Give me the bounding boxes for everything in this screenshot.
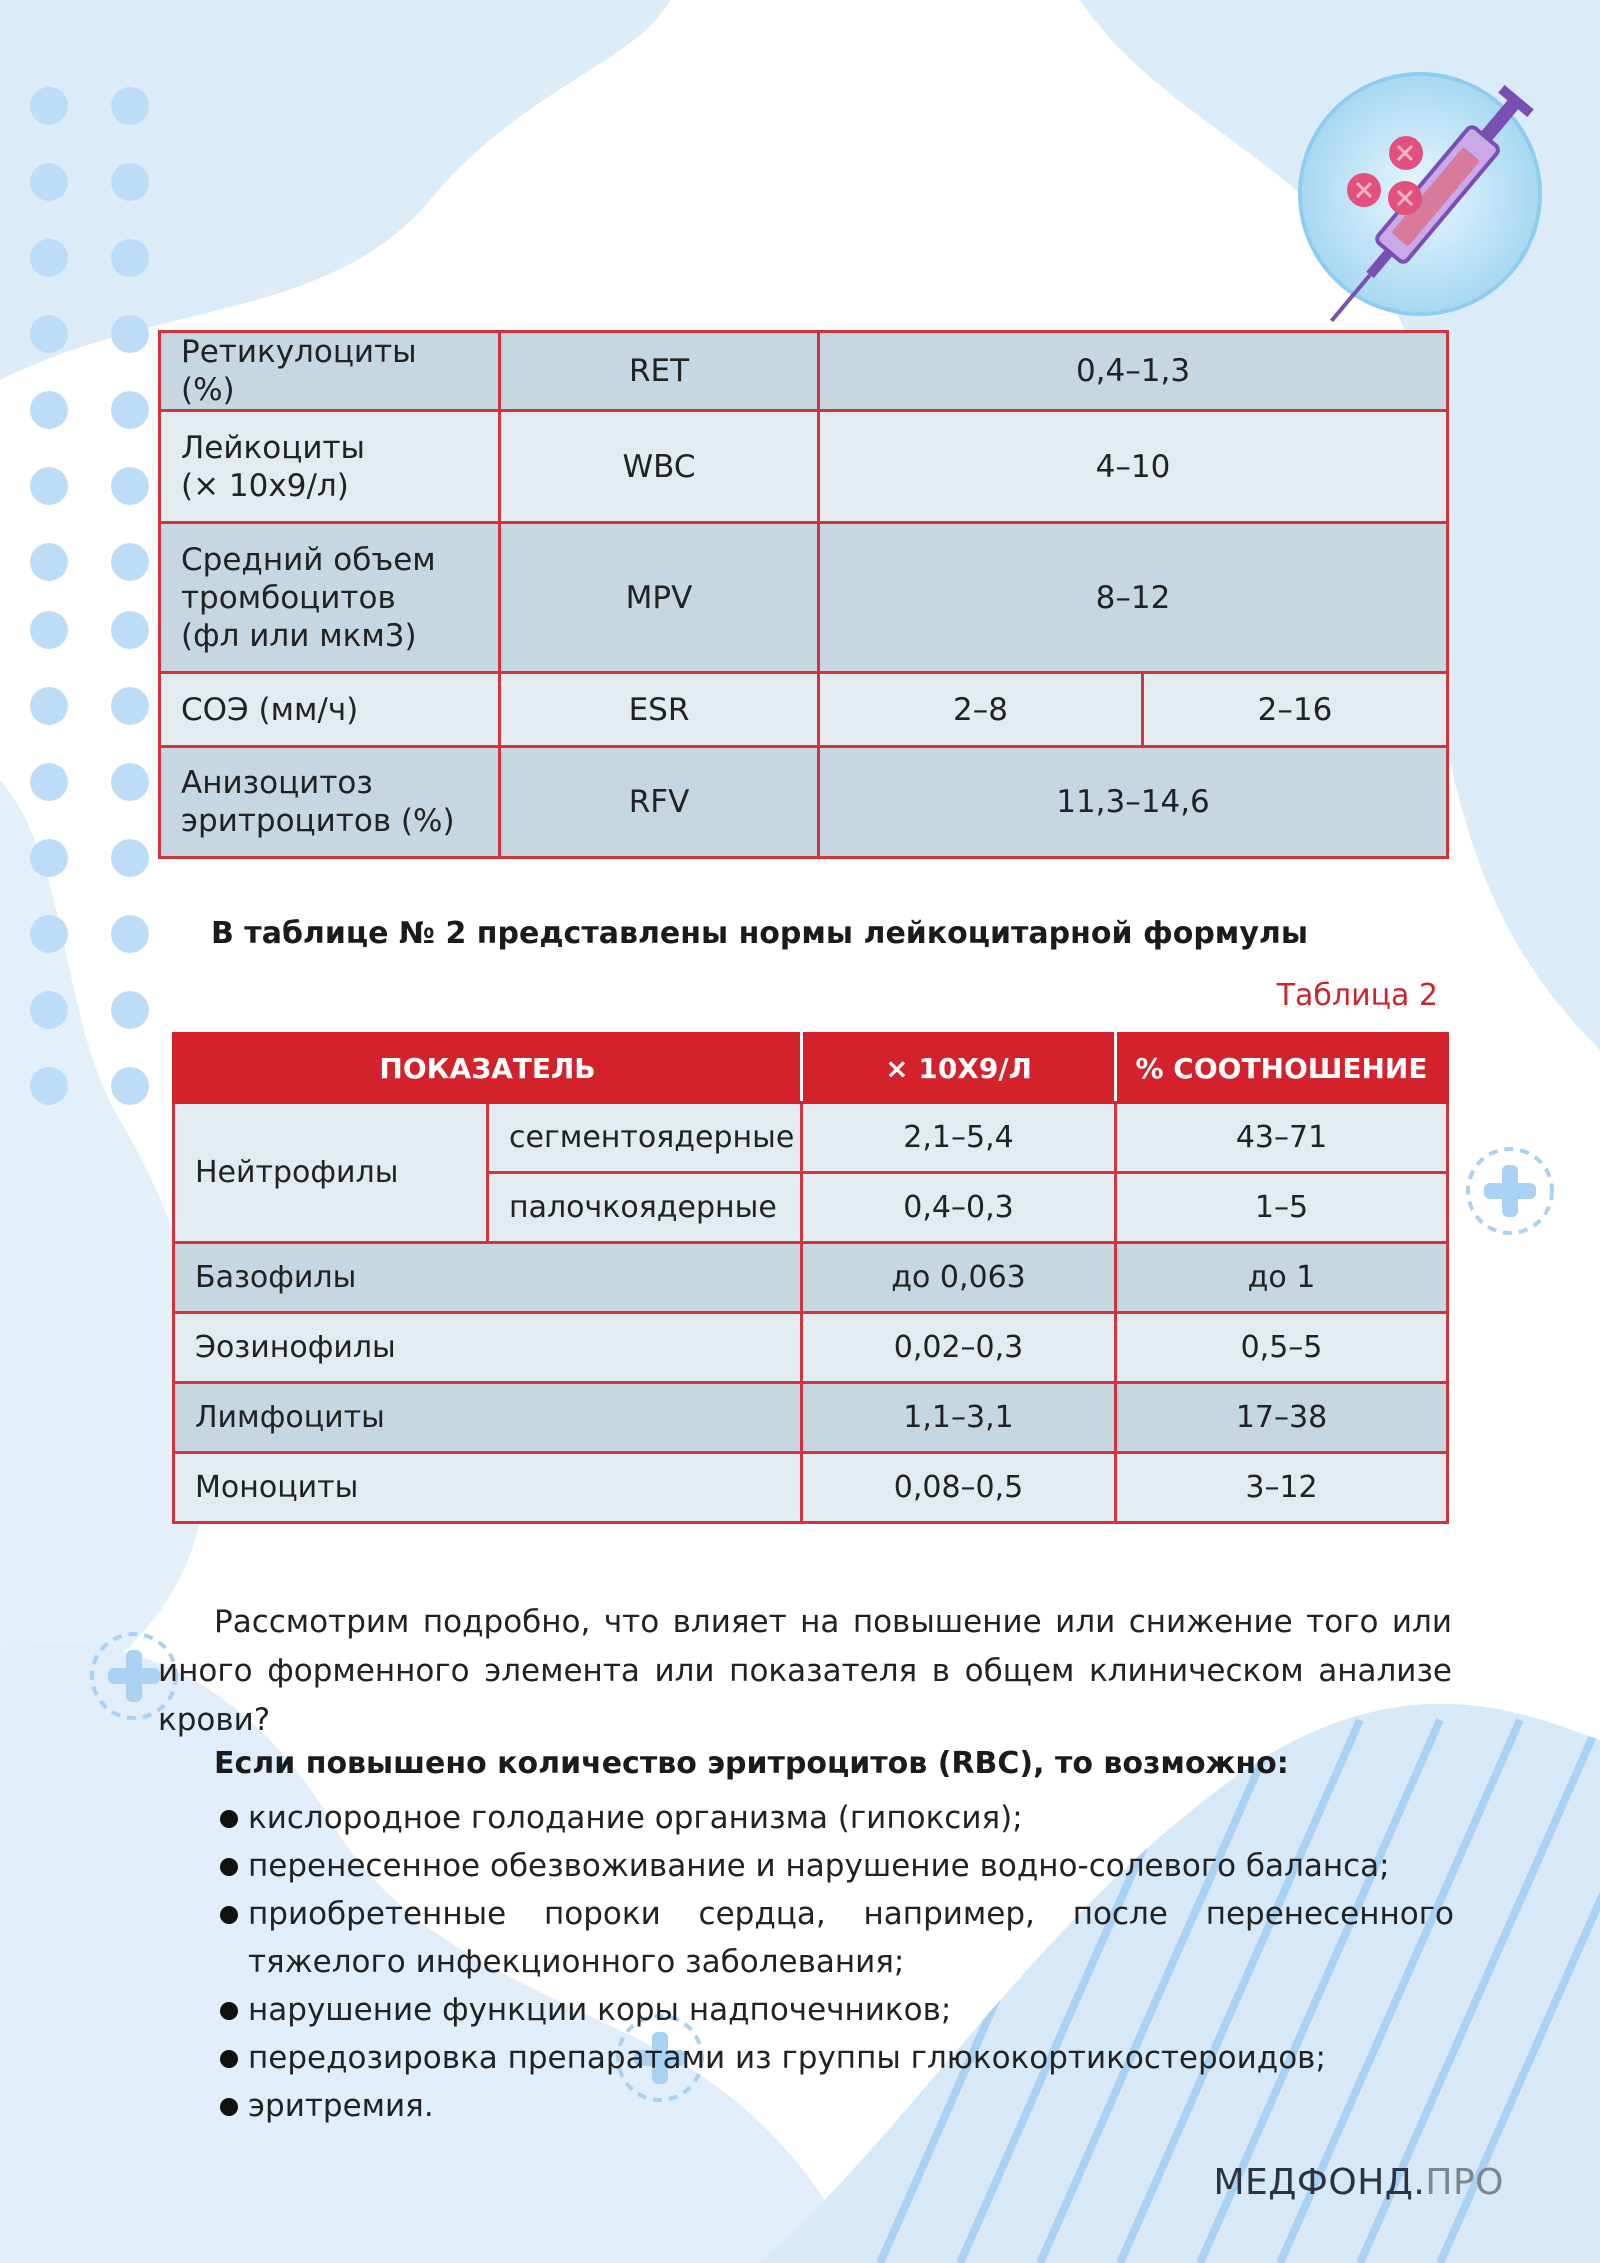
table-row (174, 1243, 1448, 1313)
column-header: ПОКАЗАТЕЛЬ (174, 1034, 802, 1103)
param-value-women: 2–8 (819, 673, 1143, 747)
table-row (160, 747, 1448, 858)
bullet-icon (220, 1810, 238, 1828)
table-row (160, 523, 1448, 673)
bullet-icon (220, 2002, 238, 2020)
list-item: эритремия. (218, 2082, 1454, 2130)
cell-name: Моноциты (174, 1453, 802, 1523)
pct-value: до 1 (1116, 1243, 1448, 1313)
pct-value: 1–5 (1116, 1173, 1448, 1243)
table-row (160, 673, 1448, 747)
param-code: RFV (500, 747, 819, 858)
cell-name: Эозинофилы (174, 1313, 802, 1383)
table-row (174, 1383, 1448, 1453)
cell-name: Лимфоциты (174, 1383, 802, 1453)
bullet-icon (220, 1906, 238, 1924)
table-row (174, 1453, 1448, 1523)
list-item: перенесенное обезвоживание и нарушение водно-солевого баланса; (218, 1842, 1454, 1890)
table-caption: Таблица 2 (1276, 978, 1438, 1013)
bullet-icon (220, 2050, 238, 2068)
cell-name: Базофилы (174, 1243, 802, 1313)
list-item: передозировка препаратами из группы глюкокортикостероидов; (218, 2034, 1454, 2082)
abs-value: 1,1–3,1 (802, 1383, 1116, 1453)
bullet-icon (220, 2098, 238, 2116)
param-code: RET (500, 332, 819, 411)
list-item: приобретенные пороки сердца, например, после перенесенного тяжелого инфекционного заболевания; (218, 1890, 1454, 1986)
body-paragraph: Рассмотрим подробно, что влияет на повышение или снижение того или иного форменного элемента или показателя в общем клиническом анализе крови? (158, 1604, 1452, 1738)
table-row (160, 411, 1448, 523)
neutrophils-label: Нейтрофилы (174, 1103, 488, 1243)
param-name: СОЭ (мм/ч) (160, 673, 500, 747)
pct-value: 0,5–5 (1116, 1313, 1448, 1383)
sub-name: палочкоядерные (488, 1173, 802, 1243)
param-code: MPV (500, 523, 819, 673)
column-header: % СООТНОШЕНИЕ (1116, 1034, 1448, 1103)
table-row (160, 332, 1448, 411)
blood-norms-table (158, 330, 1449, 859)
param-value: 8–12 (819, 523, 1448, 673)
param-value: 0,4–1,3 (819, 332, 1448, 411)
param-value: 11,3–14,6 (819, 747, 1448, 858)
abs-value: до 0,063 (802, 1243, 1116, 1313)
list-item: кислородное голодание организма (гипоксия); (218, 1794, 1454, 1842)
sub-name: сегментоядерные (488, 1103, 802, 1173)
list-item: нарушение функции коры надпочечников; (218, 1986, 1454, 2034)
param-name: Ретикулоциты (%) (160, 332, 500, 411)
param-code: WBC (500, 411, 819, 523)
leukocyte-formula-table (172, 1032, 1449, 1524)
abs-value: 2,1–5,4 (802, 1103, 1116, 1173)
param-value-men: 2–16 (1143, 673, 1448, 747)
causes-list (218, 1794, 1454, 2130)
list-heading: Если повышено количество эритроцитов (RBC), то возможно: (214, 1746, 1289, 1781)
pct-value: 3–12 (1116, 1453, 1448, 1523)
pct-value: 17–38 (1116, 1383, 1448, 1453)
table-row (174, 1103, 1448, 1173)
section-heading: В таблице № 2 представлены нормы лейкоцитарной формулы (211, 916, 1308, 951)
param-name: Средний объем тромбоцитов (фл или мкм3) (160, 523, 500, 673)
table-header-row (174, 1034, 1448, 1103)
abs-value: 0,4–0,3 (802, 1173, 1116, 1243)
param-value: 4–10 (819, 411, 1448, 523)
param-code: ESR (500, 673, 819, 747)
pct-value: 43–71 (1116, 1103, 1448, 1173)
param-name: Анизоцитоз эритроцитов (%) (160, 747, 500, 858)
param-name: Лейкоциты (× 10х9/л) (160, 411, 500, 523)
column-header: × 10Х9/Л (802, 1034, 1116, 1103)
abs-value: 0,02–0,3 (802, 1313, 1116, 1383)
table-row (174, 1313, 1448, 1383)
brand-logo: МЕДФОНД.ПРО (1213, 2162, 1504, 2203)
bullet-icon (220, 1858, 238, 1876)
abs-value: 0,08–0,5 (802, 1453, 1116, 1523)
